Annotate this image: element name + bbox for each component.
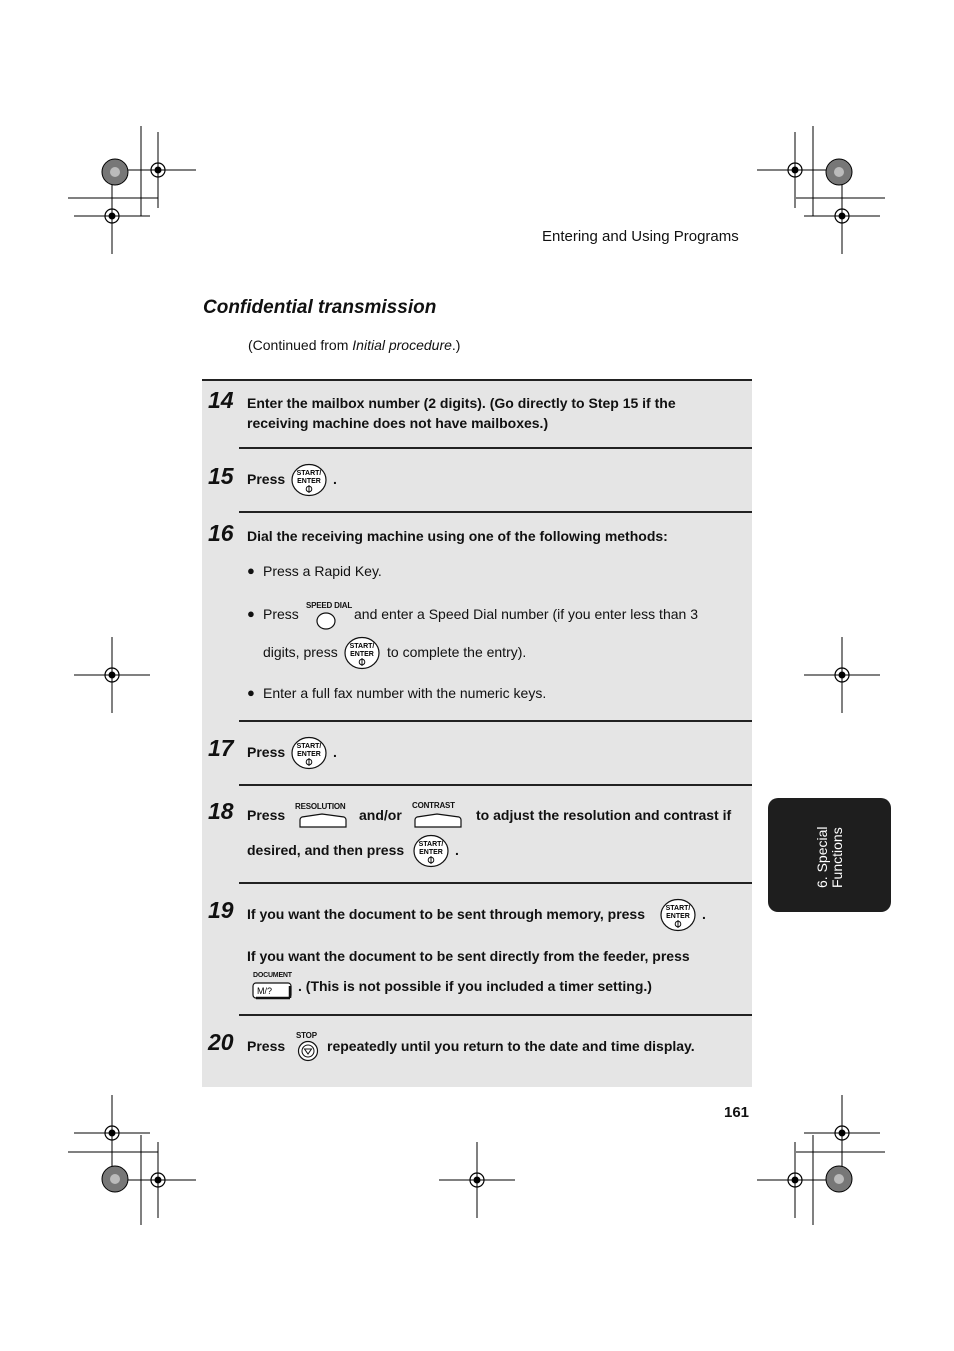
color-bar-icon <box>826 159 852 185</box>
step-number-19: 19 <box>208 897 234 923</box>
registration-mark-icon <box>757 1142 833 1218</box>
registration-mark-icon <box>439 1142 515 1218</box>
registration-mark-icon <box>757 132 833 208</box>
start-enter-key-label2: ENTER <box>666 913 690 920</box>
step-number-16: 16 <box>208 520 234 546</box>
stop-key-label: STOP <box>296 1031 317 1040</box>
start-enter-key-label1: START/ <box>418 841 444 848</box>
step-16-bullet-1: Press a Rapid Key. <box>263 563 382 579</box>
chapter-tab-line1: 6. Special <box>813 826 830 888</box>
step-16-bullet-2-line2a: digits, press <box>263 644 338 660</box>
registration-mark-icon <box>74 1095 150 1171</box>
step-18-period: . <box>455 842 459 858</box>
step-number-14: 14 <box>208 387 234 413</box>
step-19-line2: If you want the document to be sent directly from the feeder, press <box>247 948 690 964</box>
step-number-20: 20 <box>208 1029 234 1055</box>
step-20-rest: repeatedly until you return to the date and time display. <box>327 1038 695 1054</box>
step-18-andor: and/or <box>359 807 402 823</box>
step-number-17: 17 <box>208 735 234 761</box>
registration-mark-icon <box>120 132 196 208</box>
bullet-icon: ● <box>247 563 255 578</box>
resolution-key-label: RESOLUTION <box>295 802 346 811</box>
step-17-period: . <box>333 744 337 760</box>
section-title: Confidential transmission <box>203 297 437 318</box>
document-key-label: DOCUMENT <box>253 972 292 979</box>
step-number-18: 18 <box>208 798 234 824</box>
start-enter-key-label1: START/ <box>296 470 322 477</box>
color-bar-icon <box>102 1166 128 1192</box>
chapter-tab-line2: Functions <box>828 827 845 888</box>
step-19-line1: If you want the document to be sent through memory, press <box>247 906 646 922</box>
document-key-face: M/? <box>257 986 273 996</box>
step-18-rest: to adjust the resolution and contrast if <box>476 807 732 823</box>
bullet-icon: ● <box>247 685 255 700</box>
start-enter-key-label2: ENTER <box>419 849 443 856</box>
step-20-press: Press <box>247 1038 286 1054</box>
start-enter-key-label2: ENTER <box>297 478 321 485</box>
start-enter-key-label2: ENTER <box>297 751 321 758</box>
continued-prefix: (Continued from <box>248 337 353 353</box>
step-18-press: Press <box>247 807 286 823</box>
step-15-press: Press <box>247 471 286 487</box>
color-bar-icon <box>102 159 128 185</box>
start-enter-key-label2: ENTER <box>350 651 374 658</box>
bullet-icon: ● <box>247 606 255 621</box>
speed-dial-key-label: SPEED DIAL <box>306 601 353 610</box>
step-16-bullet-2-line2b: to complete the entry). <box>387 644 527 660</box>
step-15-period: . <box>333 471 337 487</box>
step-17-press: Press <box>247 744 286 760</box>
start-enter-key-label1: START/ <box>665 905 691 912</box>
color-bar-icon <box>826 1166 852 1192</box>
continued-ref: Initial procedure <box>352 337 452 353</box>
step-16-intro: Dial the receiving machine using one of the following methods: <box>247 528 668 544</box>
registration-mark-icon <box>804 1095 880 1171</box>
step-16-bullet-2-press: Press <box>263 606 299 622</box>
registration-mark-icon <box>74 637 150 713</box>
step-14-text-line1: Enter the mailbox number (2 digits). (Go directly to Step 15 if the <box>247 395 676 411</box>
start-enter-key-label1: START/ <box>296 743 322 750</box>
page-number: 161 <box>724 1104 750 1121</box>
step-18-line2: desired, and then press <box>247 842 405 858</box>
registration-mark-icon <box>804 178 880 254</box>
step-number-15: 15 <box>208 463 234 489</box>
continued-suffix: .) <box>451 337 461 353</box>
registration-mark-icon <box>120 1142 196 1218</box>
registration-mark-icon <box>74 178 150 254</box>
start-enter-key-label1: START/ <box>349 643 375 650</box>
step-16-bullet-3: Enter a full fax number with the numeric keys. <box>263 685 547 701</box>
running-header: Entering and Using Programs <box>542 228 739 245</box>
step-16-bullet-2-rest: and enter a Speed Dial number (if you enter less than 3 <box>354 606 698 622</box>
step-19-line1-period: . <box>702 906 706 922</box>
registration-mark-icon <box>804 637 880 713</box>
contrast-key-label: CONTRAST <box>412 801 455 810</box>
step-14-text-line2: receiving machine does not have mailboxes.) <box>247 415 549 431</box>
step-19-line3: . (This is not possible if you included a timer setting.) <box>298 978 652 994</box>
